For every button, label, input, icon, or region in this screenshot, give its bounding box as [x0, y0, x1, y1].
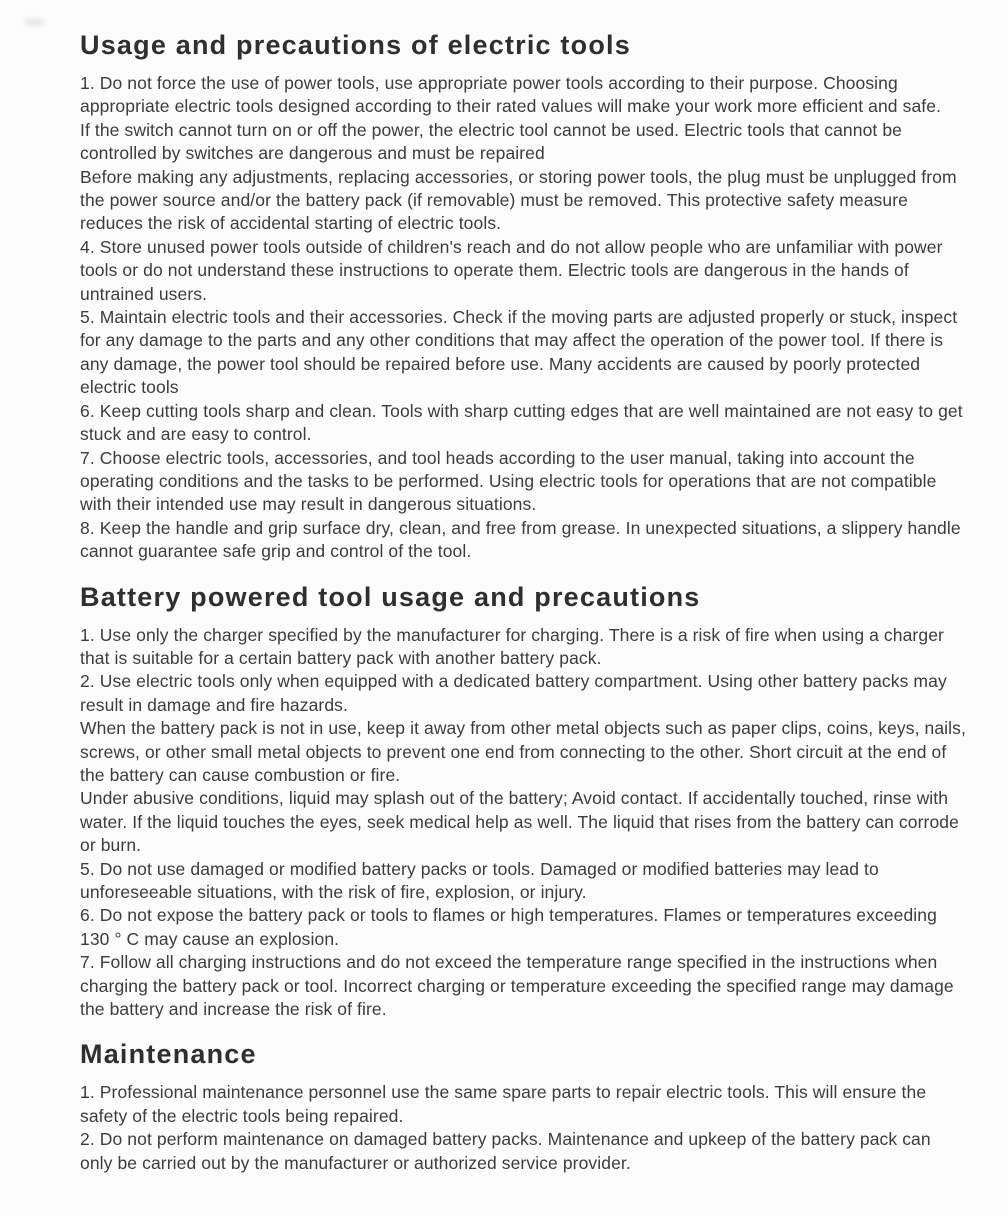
- paragraph: 2. Do not perform maintenance on damaged battery packs. Maintenance and upkeep of the battery pack can only be carried out by the manufacturer or authorized service provider.: [80, 1129, 931, 1173]
- paragraph: When the battery pack is not in use, keep it away from other metal objects such as paper clips, coins, keys, nails, screws, or other small metal objects to prevent one end from connecting to the other. Short circuit at the end of the battery can cause combustion or fire.: [80, 718, 966, 785]
- paragraph: 2. Use electric tools only when equipped with a dedicated battery compartment. Using other battery packs may result in damage and fire hazards.: [80, 671, 947, 715]
- paragraph: 6. Do not expose the battery pack or tools to flames or high temperatures. Flames or temperatures exceeding 130 ° C may cause an explosion.: [80, 905, 937, 949]
- scan-artifact: [24, 18, 44, 26]
- paragraph: 1. Do not force the use of power tools, use appropriate power tools according to their purpose. Choosing appropriate electric tools designed according to their rated values will make your work more efficient and safe.: [80, 73, 942, 117]
- paragraph: 5. Do not use damaged or modified battery packs or tools. Damaged or modified batteries may lead to unforeseeable situations, with the risk of fire, explosion, or injury.: [80, 858, 879, 902]
- paragraph: If the switch cannot turn on or off the power, the electric tool cannot be used. Electric tools that cannot be controlled by switches are dangerous and must be repaired: [80, 119, 902, 164]
- paragraph: Under abusive conditions, liquid may splash out of the battery; Avoid contact. If accidentally touched, rinse with water. If the liquid touches the eyes, seek medical help as well. The liquid that rises from the battery can corrode or burn.: [80, 788, 959, 856]
- paragraph: 6. Keep cutting tools sharp and clean. Tools with sharp cutting edges that are well maintained are not easy to get stuck and are easy to control.: [80, 400, 963, 445]
- paragraph: 7. Choose electric tools, accessories, and tool heads according to the user manual, taking into account the operating conditions and the tasks to be performed. Using electric tools for operations that are not compatible with their intended use may result in dangerous situations.: [80, 447, 937, 515]
- section-usage-precautions: [80, 28, 966, 564]
- paragraph: 1. Professional maintenance personnel use the same spare parts to repair electric tools. This will ensure the safety of the electric tools being repaired.: [80, 1082, 927, 1126]
- section-heading: Maintenance: [80, 1039, 257, 1070]
- section-heading: Battery powered tool usage and precautions: [80, 581, 701, 612]
- paragraph: 7. Follow all charging instructions and do not exceed the temperature range specified in the instructions when charging the battery pack or tool. Incorrect charging or temperature exceeding the specified range may damage the battery and increase the risk of fire.: [80, 952, 954, 1020]
- paragraph: 4. Store unused power tools outside of children's reach and do not allow people who are unfamiliar with power tools or do not understand these instructions to operate them. Electric tools are dangerous in the hands of untrained users.: [80, 236, 943, 304]
- paragraph: Before making any adjustments, replacing accessories, or storing power tools, the plug must be unplugged from the power source and/or the battery pack (if removable) must be removed. This protective safety measure reduces the risk of accidental starting of electric tools.: [80, 166, 957, 234]
- paragraph: 8. Keep the handle and grip surface dry, clean, and free from grease. In unexpected situations, a slippery handle cannot guarantee safe grip and control of the tool.: [80, 517, 961, 562]
- section-heading: Usage and precautions of electric tools: [80, 30, 631, 60]
- paragraph: 1. Use only the charger specified by the manufacturer for charging. There is a risk of fire when using a charger that is suitable for a certain battery pack with another battery pack.: [80, 624, 944, 668]
- section-maintenance: [80, 1037, 966, 1175]
- section-battery-precautions: [80, 580, 966, 1022]
- paragraph: 5. Maintain electric tools and their accessories. Check if the moving parts are adjusted properly or stuck, inspect for any damage to the parts and any other conditions that may affect the operation of the power tool. If there is any damage, the power tool should be repaired before use. Many accidents are caused by poorly protected electric tools: [80, 307, 958, 398]
